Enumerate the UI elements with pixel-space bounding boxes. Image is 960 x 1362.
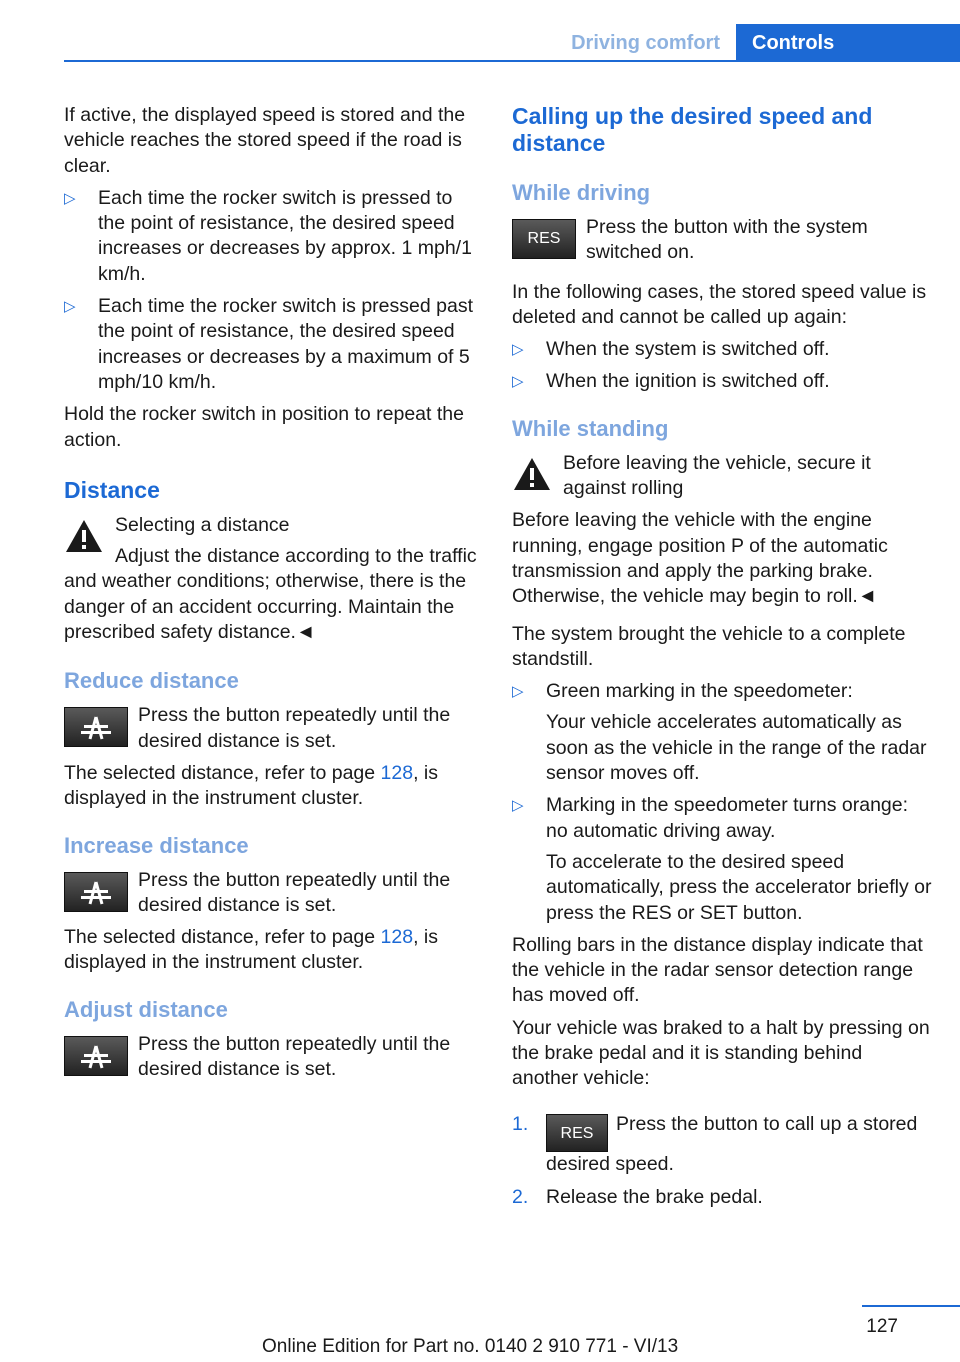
header-chapter-tab: Controls	[736, 24, 960, 62]
res-button-icon: RES	[546, 1114, 608, 1152]
adjust-distance-text: Press the button repeatedly until the desired distance is set.	[138, 1032, 451, 1081]
distance-road-icon	[76, 878, 116, 906]
distance-button-icon	[64, 1036, 128, 1076]
distance-heading: Distance	[64, 476, 160, 503]
list-item: ▷ Each time the rocker switch is pressed past the point of resistance, the desired speed increases or decreases by a maximum of 5 mph/10 km/h.	[64, 295, 473, 393]
list-item: 1. RES Press the button to call up a stored desired speed.	[512, 1112, 918, 1176]
right-column	[512, 103, 932, 1217]
adjust-distance-heading: Adjust distance	[64, 996, 228, 1022]
while-driving-heading: While driving	[512, 180, 651, 205]
calling-up-heading: Calling up the desired speed and distance	[512, 103, 873, 156]
while-standing-heading: While standing	[512, 415, 669, 441]
res-button-icon: RES	[512, 219, 576, 259]
list-item: ▷ Green marking in the speedometer: Your vehicle accelerates automatically as soon as the vehicle in the range of the radar sensor moves off.	[512, 680, 927, 785]
distance-button-icon	[64, 872, 128, 912]
page-link[interactable]: 128	[380, 761, 414, 784]
selected-distance-paragraph: The selected distance, refer to page 128, is displayed in the instrument cluster.	[64, 761, 438, 810]
intro-paragraph: If active, the displayed speed is stored and the vehicle reaches the stored speed if the road is clear.	[64, 104, 466, 177]
braked-paragraph: Your vehicle was braked to a halt by pressing on the brake pedal and it is standing behind another vehicle:	[512, 1016, 930, 1090]
selected-distance-paragraph: The selected distance, refer to page 128, is displayed in the instrument cluster.	[64, 926, 438, 974]
list-item: ▷ Marking in the speedometer turns orange: no automatic driving away. To accelerate to the desired speed automatically, press the accelerator briefly or press the RES or SET button.	[512, 794, 932, 924]
warning-icon	[64, 516, 104, 556]
warning-body: Adjust the distance according to the traffic and weather conditions; otherwise, there is the danger of an accident occurring. Maintain the prescribed safety distance.◄	[64, 545, 477, 644]
warning-body: Before leaving the vehicle with the engine running, engage position P of the automatic transmission and apply the parking brake. Otherwise, the vehicle may begin to roll.◄	[512, 509, 888, 608]
warning-title: Before leaving the vehicle, secure it against rolling	[563, 451, 871, 500]
increase-distance-text: Press the button repeatedly until the desired distance is set.	[138, 868, 451, 916]
triangle-bullet-icon: ▷	[64, 189, 76, 207]
warning-icon	[512, 454, 552, 494]
header-section-title: Driving comfort	[571, 32, 720, 54]
page-header	[64, 24, 960, 62]
list-item: ▷ When the ignition is switched off.	[512, 369, 932, 394]
driving-text: Press the button with the system switched on.	[586, 216, 868, 264]
triangle-bullet-icon: ▷	[512, 797, 524, 815]
hold-paragraph: Hold the rocker switch in position to repeat the action.	[64, 403, 464, 451]
distance-warning	[64, 513, 480, 645]
header-rule	[64, 60, 960, 62]
triangle-bullet-icon: ▷	[512, 373, 524, 391]
list-item: ▷ When the system is switched off.	[512, 337, 932, 362]
deleted-paragraph: In the following cases, the stored speed value is deleted and cannot be called up again:	[512, 280, 927, 328]
footer-rule	[862, 1305, 960, 1307]
rolling-bars-paragraph: Rolling bars in the distance display indicate that the vehicle in the radar sensor detection range has moved off.	[512, 933, 923, 1007]
increase-distance-heading: Increase distance	[64, 832, 249, 858]
edition-note: Online Edition for Part no. 0140 2 910 771 - VI/13	[262, 1336, 679, 1357]
distance-button-icon	[64, 707, 128, 747]
standstill-paragraph: The system brought the vehicle to a complete standstill.	[512, 622, 906, 670]
triangle-bullet-icon: ▷	[512, 683, 524, 701]
distance-road-icon	[76, 1042, 116, 1070]
triangle-bullet-icon: ▷	[64, 298, 76, 316]
left-column	[64, 103, 480, 1089]
list-item: ▷ Each time the rocker switch is pressed to the point of resistance, the desired speed increases or decreases by approx. 1 mph/1 km/h.	[64, 186, 472, 285]
page-link[interactable]: 128	[380, 926, 414, 949]
list-item: 2. Release the brake pedal.	[512, 1185, 763, 1208]
warning-title: Selecting a distance	[115, 513, 290, 536]
page-number: 127	[866, 1316, 898, 1337]
reduce-distance-text: Press the button repeatedly until the desired distance is set.	[138, 704, 451, 752]
rolling-warning	[512, 451, 932, 610]
reduce-distance-heading: Reduce distance	[64, 668, 239, 694]
distance-road-icon	[76, 713, 116, 741]
triangle-bullet-icon: ▷	[512, 341, 524, 359]
